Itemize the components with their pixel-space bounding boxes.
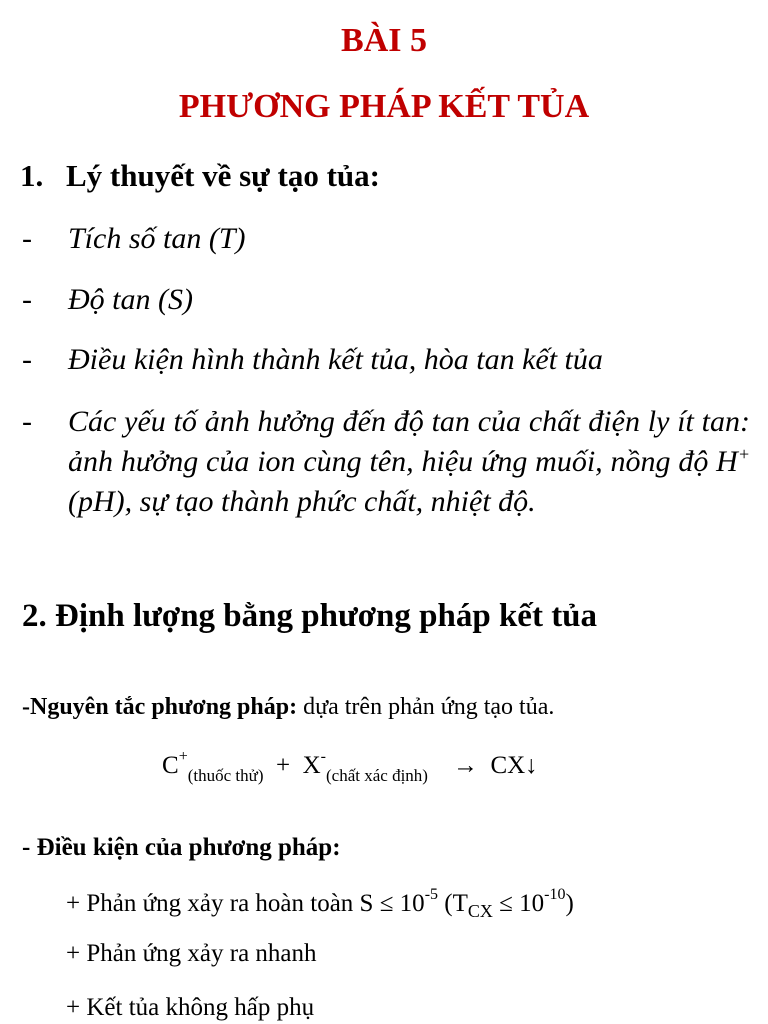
reaction-arrow: → [452,752,478,779]
bullet-text: Tích số tan (T) [68,222,246,255]
conditions-heading: - Điều kiện của phương pháp: [22,834,341,861]
plus-sign: + [276,752,291,779]
section-1-heading [20,158,380,194]
section-1-number: 1. [20,158,44,193]
analyte-label: (chất xác định) [326,766,428,785]
lesson-number: BÀI 5 [341,22,427,59]
analyte-charge: - [320,748,326,765]
bullet-precipitation-conditions [22,340,750,380]
bullet-dash: - [22,343,32,376]
precipitate-product: CX↓ [490,752,538,779]
factors-text-start: Các yếu tố ảnh hưởng đến độ tan của chất điện ly ít tan: ảnh hưởng của ion cùng tên, hiệu ứng muối, nồng độ H [68,405,750,478]
h-plus-superscript: + [737,444,750,464]
bullet-solubility-product [22,219,750,259]
principle-text: dựa trên phản ứng tạo tủa. [297,694,555,720]
exponent-product: -10 [544,886,566,903]
reagent-charge: + [178,748,188,765]
bullet-dash: - [22,405,32,438]
reagent-symbol: C [162,752,179,779]
bullet-dash: - [22,222,32,255]
bullet-dash: - [22,283,32,316]
reagent-label: (thuốc thử) [187,766,264,785]
bullet-solubility [22,280,750,320]
bullet-solubility-factors [22,402,750,522]
principle-line [22,694,554,721]
reaction-equation [162,748,538,786]
section-2-heading: 2. Định lượng bằng phương pháp kết tủa [22,598,598,634]
principle-label: -Nguyên tắc phương pháp: [22,694,298,720]
bullet-text: Độ tan (S) [68,283,193,316]
condition-text-mid: (T [438,890,468,917]
factors-text-end: (pH), sự tạo thành phức chất, nhiệt độ. [68,485,536,518]
exponent-solubility: -5 [424,886,439,903]
condition-no-adsorption: + Kết tủa không hấp phụ [66,994,315,1021]
bullet-text [68,402,750,522]
condition-text-le: ≤ 10 [492,890,545,917]
lesson-title: PHƯƠNG PHÁP KẾT TỦA [178,88,590,125]
condition-text-end: ) [565,890,574,917]
analyte-symbol: X [302,752,321,779]
bullet-text: Điều kiện hình thành kết tủa, hòa tan kết tủa [68,343,603,376]
section-1-title: Lý thuyết về sự tạo tủa: [66,158,380,193]
condition-text: + Phản ứng xảy ra hoàn toàn S ≤ 10 [66,890,425,917]
condition-complete-reaction [66,886,574,922]
subscript-cx: CX [467,901,493,921]
condition-fast-reaction: + Phản ứng xảy ra nhanh [66,940,317,967]
